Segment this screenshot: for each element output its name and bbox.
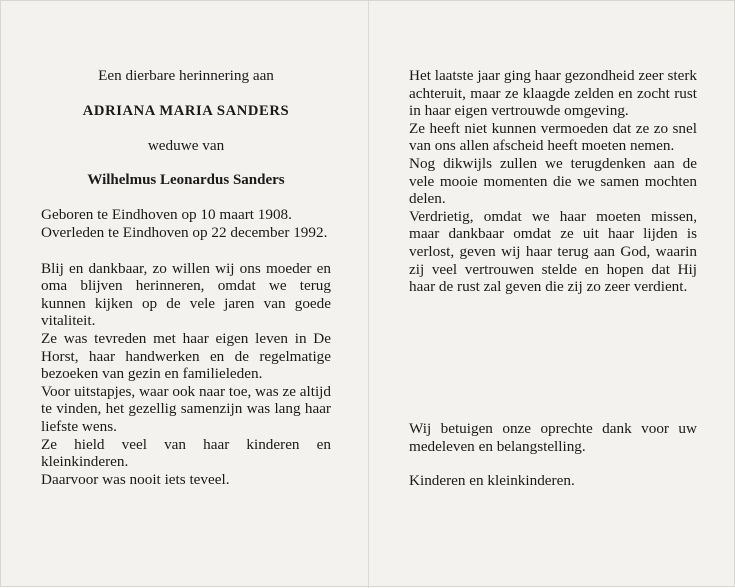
memory-paragraph: Daarvoor was nooit iets teveel. bbox=[41, 470, 230, 488]
memory-paragraph: Voor uitstapjes, waar ook naar toe, was ze altijd te vinden, het gezellig samenzijn was lang haar liefste wens. bbox=[41, 382, 331, 435]
memory-paragraph: Nog dikwijls zullen we terugdenken aan de vele mooie momenten die we samen mochten delen. bbox=[409, 154, 697, 208]
memory-paragraph: Ze hield veel van haar kinderen en kleinkinderen. bbox=[41, 435, 331, 471]
memory-paragraph: Ze was tevreden met haar eigen leven in De Horst, haar handwerken en de regelmatige bezoeken van gezin en familieleden. bbox=[41, 329, 331, 383]
intro-text: Een dierbare herinnering aan bbox=[98, 67, 274, 84]
memory-paragraph: Het laatste jaar ging haar gezondheid zeer sterk achteruit, maar ze klaagde zelden en zocht rust in haar eigen vertrouwde omgeving. bbox=[409, 67, 697, 120]
card-fold bbox=[368, 1, 369, 588]
death-line: Overleden te Eindhoven op 22 december 1992. bbox=[41, 223, 328, 241]
spouse-name: Wilhelmus Leonardus Sanders bbox=[87, 171, 285, 188]
thanks-text: Wij betuigen onze oprechte dank voor uw medeleven en belangstelling. bbox=[409, 420, 697, 455]
memory-paragraph: Ze heeft niet kunnen vermoeden dat ze zo snel van ons allen afscheid heeft moeten nemen. bbox=[409, 119, 697, 155]
signature-text: Kinderen en kleinkinderen. bbox=[409, 472, 575, 489]
deceased-name: ADRIANA MARIA SANDERS bbox=[82, 102, 290, 119]
widow-of-text: weduwe van bbox=[147, 137, 225, 155]
left-panel bbox=[41, 67, 331, 488]
right-panel bbox=[409, 67, 697, 489]
birth-line: Geboren te Eindhoven op 10 maart 1908. bbox=[41, 206, 292, 224]
memory-paragraph: Verdrietig, omdat we haar moeten missen, maar dankbaar omdat ze uit haar lijden is verlost, geven wij haar terug aan God, waarin zij veel vertrouwen stelde en hopen dat Hij haar de rust zal geven die zij zo zeer verdient. bbox=[409, 207, 697, 296]
memory-paragraph: Blij en dankbaar, zo willen wij ons moeder en oma blijven herinneren, omdat we terug kunnen kijken op de vele jaren van goede vitaliteit. bbox=[41, 259, 331, 330]
